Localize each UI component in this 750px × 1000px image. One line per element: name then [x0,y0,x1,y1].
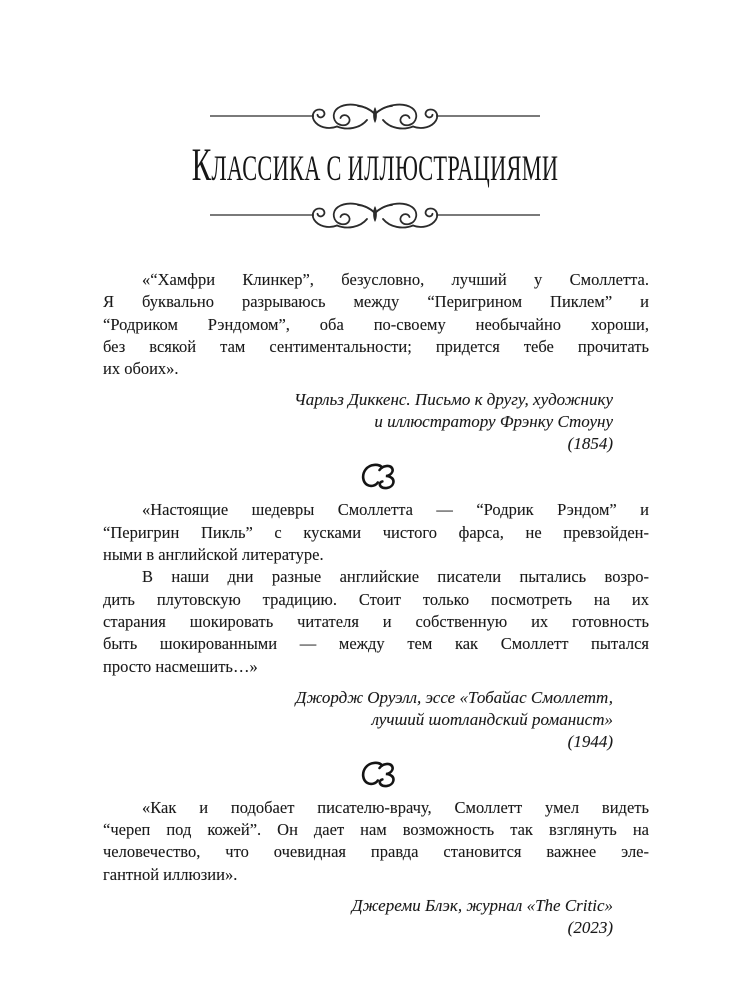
quotes-section [103,269,649,939]
section-divider [103,759,649,789]
attribution-line: Джордж Оруэлл, эссе «Тобайас Смоллетт, [295,687,613,707]
quote-line: их обоих». [103,359,179,379]
quote-block [103,797,649,939]
cz-ornament-icon [356,759,396,789]
quote-block [103,499,649,752]
chapter-header [0,0,750,233]
quote-line: быть шокированными — между тем как Смоллетт пытался [103,634,649,654]
section-divider [103,461,649,491]
quote-line: “череп под кожей”. Он дает нам возможность так взглянуть на [103,820,649,840]
quote-block [103,269,649,455]
quote-line: В наши дни разные английские писатели пытались возро- [142,567,649,587]
quote-line: “Перигрин Пикль” с кусками чистого фарса, не превзойден- [103,522,649,542]
quote-line: “Родриком Рэндомом”, оба по-своему необычайно хороши, [103,314,649,334]
attribution [103,687,649,753]
quote-paragraph [103,566,649,677]
attribution-line: и иллюстратору Фрэнку Стоуну [374,412,613,432]
quote-line: «Как и подобает писателю-врачу, Смоллетт умел видеть [142,797,649,817]
quote-line: ными в английской литературе. [103,545,324,565]
quote-paragraph [103,797,649,886]
ornament-divider-bottom-icon [210,197,540,233]
quote-paragraph [103,499,649,566]
quote-line: гантной иллюзии». [103,864,238,884]
attribution-line: Чарльз Диккенс. Письмо к другу, художнику [294,390,613,410]
quote-line: Я буквально разрываюсь между “Перигрином Пиклем” и [103,292,649,312]
quote-line: дить плутовскую традицию. Стоит только посмотреть на их [103,589,649,609]
quote-line: старания шокировать читателя и собственную их готовность [103,611,649,631]
ornament-divider-top-icon [210,98,540,134]
attribution-line: лучший шотландский романист» [371,709,613,729]
quote-line: «“Хамфри Клинкер”, безусловно, лучший у Смоллетта. [142,270,649,289]
cz-ornament-icon [356,461,396,491]
quote-line: человечество, что очевидная правда становится важнее эле- [103,842,649,862]
attribution [103,389,649,455]
quote-line: просто насмешить…» [103,656,258,676]
attribution-line: (1944) [567,731,613,751]
attribution [103,895,649,939]
quote-line: «Настоящие шедевры Смоллетта — “Родрик Рэндом” и [142,500,649,520]
attribution-line: (1854) [567,434,613,454]
quote-paragraph [103,269,649,380]
attribution-line: (2023) [567,918,613,938]
attribution-line: Джереми Блэк, журнал «The Critic» [351,896,613,916]
quote-line: без всякой там сентиментальности; придется тебе прочитать [103,336,649,356]
page-title: КЛАССИКА С ИЛЛЮСТРАЦИЯМИ [191,139,559,191]
